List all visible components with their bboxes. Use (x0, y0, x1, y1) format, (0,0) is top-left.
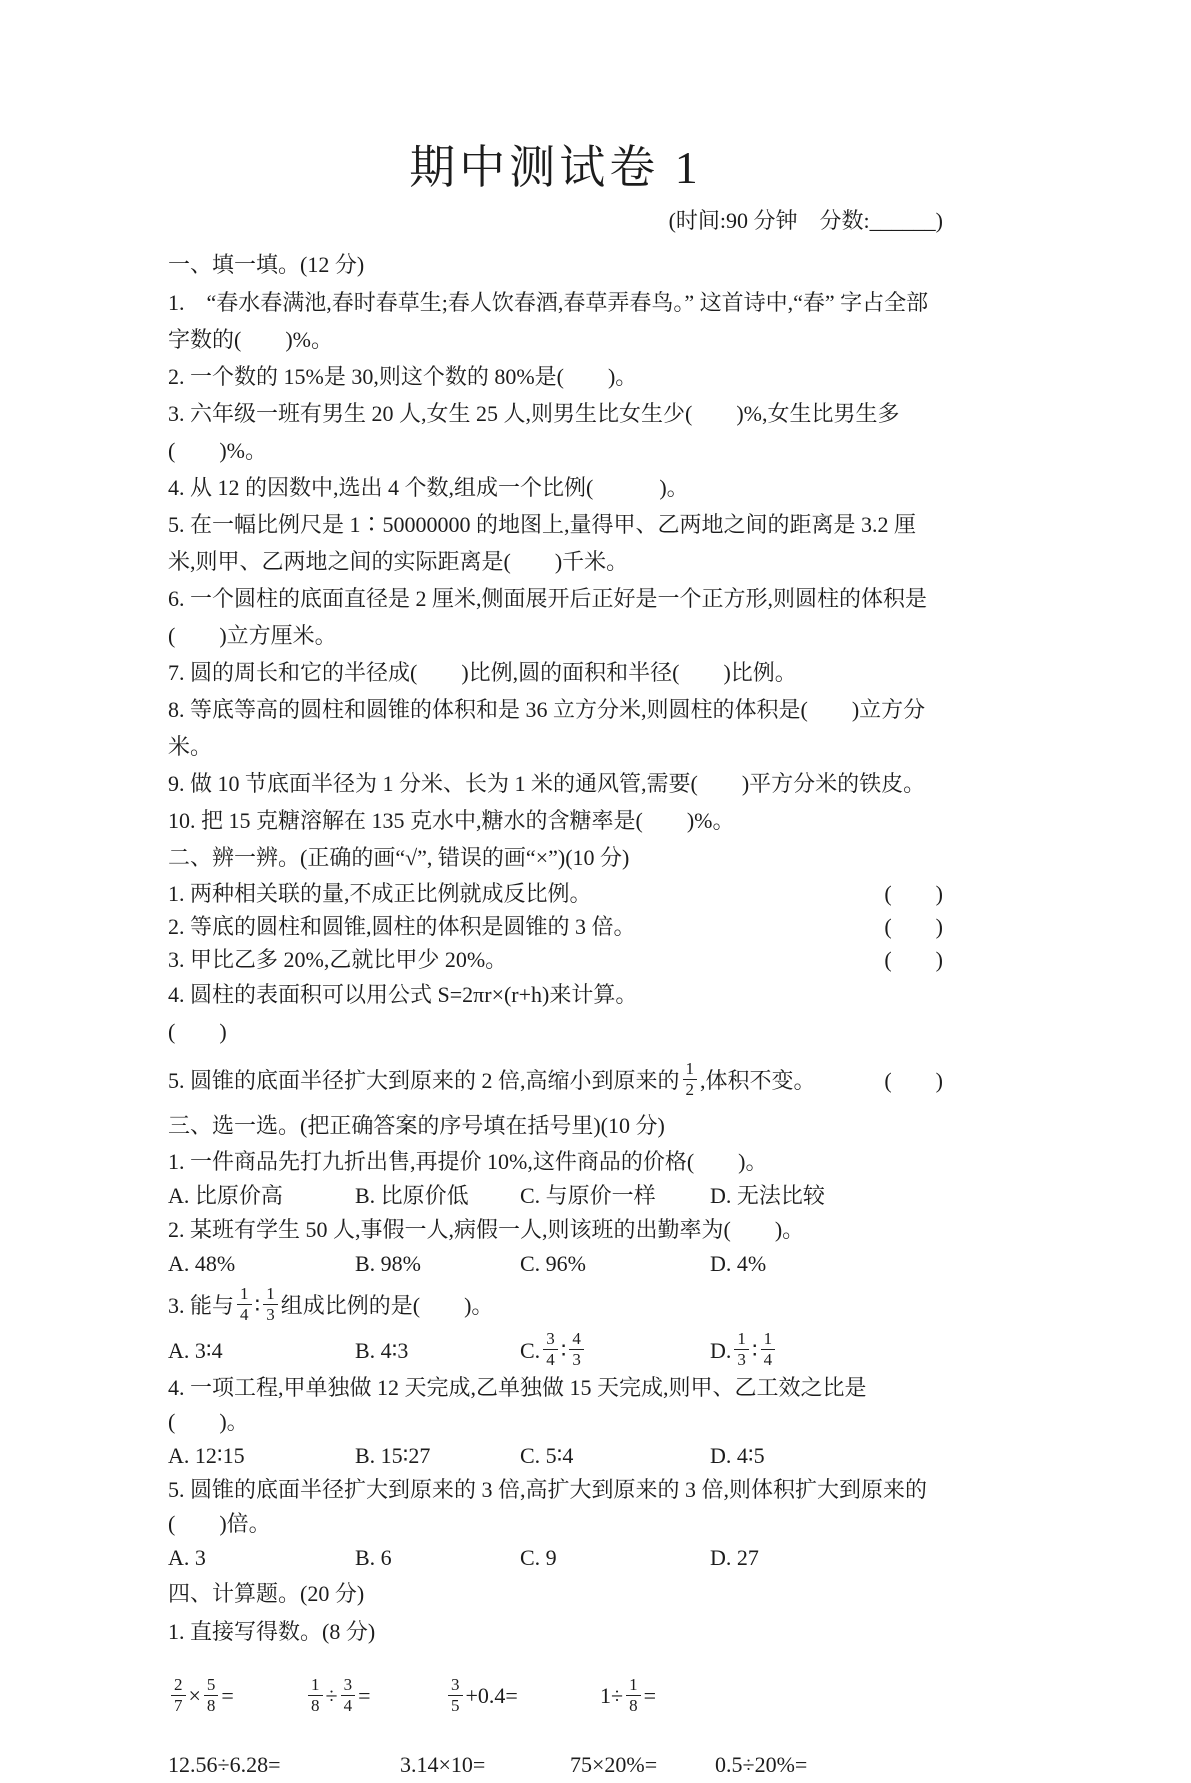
fraction-three-fourths (341, 1675, 356, 1716)
mc-q1-option-b: B. 比原价低 (355, 1183, 469, 1209)
fraction-numerator: 1 (237, 1284, 252, 1305)
calc-expression-5: 12.56÷6.28= (168, 1752, 281, 1778)
ratio-colon: ∶ (751, 1337, 758, 1363)
fraction-numerator: 4 (569, 1329, 584, 1350)
tf-item-1 (168, 877, 943, 910)
mc-q2-option-d: D. 4% (710, 1251, 767, 1277)
fraction-numerator: 1 (761, 1329, 776, 1350)
fraction-numerator: 5 (204, 1675, 219, 1696)
mc-q4-option-b: B. 15∶27 (355, 1443, 431, 1469)
mc-q3-option-b: B. 4∶3 (355, 1337, 409, 1363)
fraction-denominator: 4 (546, 1350, 555, 1370)
calc-row-decimals (168, 1746, 943, 1783)
tf-answer-bracket: ( ) (884, 947, 943, 972)
fraction-denominator: 4 (343, 1695, 353, 1715)
option-label: D. (710, 1337, 732, 1363)
tf-item-5-pre: 5. 圆锥的底面半径扩大到原来的 2 倍,高缩小到原来的 (168, 1068, 680, 1094)
fraction-numerator: 3 (448, 1675, 463, 1696)
exam-content (168, 138, 943, 1783)
operator-divide: ÷ (325, 1683, 338, 1709)
fraction-denominator: 3 (266, 1305, 275, 1325)
fraction-one-half (683, 1059, 698, 1100)
operator-divide: ÷ (611, 1683, 624, 1709)
fraction-denominator: 7 (174, 1695, 183, 1715)
mc-q1-option-c: C. 与原价一样 (520, 1183, 656, 1209)
tf-item-text (168, 1060, 872, 1101)
fill-item-2: 2. 一个数的 15%是 30,则这个数的 80%是( )。 (168, 364, 638, 389)
fraction-one-eighth (626, 1675, 641, 1716)
tf-item-text: 2. 等底的圆柱和圆锥,圆柱的体积是圆锥的 3 倍。 (168, 914, 636, 939)
mc-q5-option-a: A. 3 (168, 1545, 206, 1571)
fraction-denominator: 3 (572, 1350, 581, 1370)
calc-expression-4 (600, 1672, 943, 1720)
mc-q5-option-d: D. 27 (710, 1545, 759, 1571)
operator-multiply: × (188, 1683, 201, 1709)
fill-item-1: 1. “春水春满池,春时春草生;春人饮春酒,春草弄春鸟。” 这首诗中,“春” 字占全部字数的( )%。 (168, 290, 929, 352)
fraction-denominator: 8 (206, 1695, 216, 1715)
mc-q5-option-c: C. 9 (520, 1545, 557, 1571)
equals-sign: = (358, 1683, 371, 1709)
fraction-three-fifths (448, 1675, 463, 1716)
mc-q2-options (168, 1247, 943, 1281)
fraction-one-third (734, 1329, 749, 1370)
section-calculation-heading: 四、计算题。(20 分) (168, 1581, 365, 1607)
fraction-one-eighth (308, 1675, 323, 1716)
decimal-operand: 0.4 (477, 1683, 506, 1709)
fraction-two-sevenths (171, 1675, 186, 1716)
section-fill-in-heading: 一、填一填。(12 分) (168, 252, 365, 277)
fill-item-6: 6. 一个圆柱的底面直径是 2 厘米,侧面展开后正好是一个正方形,则圆柱的体积是( )立方厘米。 (168, 586, 928, 648)
fraction-one-third (263, 1284, 278, 1325)
fill-item-10: 10. 把 15 克糖溶解在 135 克水中,糖水的含糖率是( )%。 (168, 808, 735, 833)
mc-q4-option-d: D. 4∶5 (710, 1443, 765, 1469)
mc-q1-option-d: D. 无法比较 (710, 1183, 825, 1209)
fraction-numerator: 1 (626, 1675, 641, 1696)
tf-item-4-text: 4. 圆柱的表面积可以用公式 S=2πr×(r+h)来计算。 (168, 982, 638, 1007)
mc-q4-option-c: C. 5∶4 (520, 1443, 574, 1469)
tf-item-3 (168, 943, 943, 976)
fraction-numerator: 1 (263, 1284, 278, 1305)
fraction-denominator: 8 (629, 1695, 638, 1715)
ratio-colon: ∶ (254, 1292, 261, 1318)
mc-q5-option-b: B. 6 (355, 1545, 392, 1571)
fraction-numerator: 3 (543, 1329, 558, 1350)
fraction-numerator: 1 (734, 1329, 749, 1350)
section-multiple-choice-heading: 三、选一选。(把正确答案的序号填在括号里)(10 分) (168, 1113, 665, 1139)
calc-expression-6: 3.14×10= (400, 1752, 486, 1778)
fraction-denominator: 5 (451, 1695, 460, 1715)
calc-expression-3 (445, 1672, 600, 1720)
fraction-numerator: 3 (341, 1675, 356, 1696)
fill-item-4: 4. 从 12 的因数中,选出 4 个数,组成一个比例( )。 (168, 475, 689, 500)
fraction-denominator: 3 (737, 1350, 746, 1370)
fraction-one-fourth (237, 1284, 252, 1325)
fraction-four-thirds (569, 1329, 584, 1370)
equals-sign: = (221, 1683, 234, 1709)
fraction-denominator: 4 (763, 1350, 773, 1370)
tf-item-text: 3. 甲比乙多 20%,乙就比甲少 20%。 (168, 947, 508, 972)
tf-item-4-answer-bracket: ( ) (168, 1019, 227, 1044)
fraction-numerator: 1 (308, 1675, 323, 1696)
mc-q2-option-a: A. 48% (168, 1251, 236, 1277)
fill-item-7: 7. 圆的周长和它的半径成( )比例,圆的面积和半径( )比例。 (168, 660, 797, 685)
fill-item-8: 8. 等底等高的圆柱和圆锥的体积和是 36 立方分米,则圆柱的体积是( )立方分米。 (168, 697, 926, 759)
mc-q5-text: 5. 圆锥的底面半径扩大到原来的 3 倍,高扩大到原来的 3 倍,则体积扩大到原来的( )倍。 (168, 1477, 928, 1537)
mc-q1-options (168, 1179, 943, 1213)
calculation-sub-heading: 1. 直接写得数。(8 分) (168, 1619, 376, 1645)
mc-q4-options (168, 1439, 943, 1473)
mc-q5-options (168, 1541, 943, 1575)
fraction-denominator: 4 (240, 1305, 249, 1325)
mc-q3-options (168, 1330, 943, 1371)
mc-q3-option-d (710, 1330, 943, 1371)
ratio-colon: ∶ (560, 1337, 567, 1363)
mc-q1-text: 1. 一件商品先打九折出售,再提价 10%,这件商品的价格( )。 (168, 1149, 768, 1175)
mc-q1-option-a: A. 比原价高 (168, 1183, 283, 1209)
section-true-false-heading: 二、辨一辨。(正确的画“√”, 错误的画“×”)(10 分) (168, 845, 630, 870)
equals-sign: = (505, 1683, 518, 1709)
mc-q4-option-a: A. 12∶15 (168, 1443, 245, 1469)
equals-sign: = (643, 1683, 656, 1709)
fill-item-5: 5. 在一幅比例尺是 1∶50000000 的地图上,量得甲、乙两地之间的距离是 3.2 厘米,则甲、乙两地之间的实际距离是( )千米。 (168, 512, 917, 574)
fraction-denominator: 2 (685, 1080, 695, 1100)
fraction-three-fourths (543, 1329, 558, 1370)
mc-q3-option-c (520, 1330, 710, 1371)
mc-q3-post: 组成比例的是( )。 (280, 1292, 494, 1318)
operator-plus: + (465, 1683, 478, 1709)
tf-item-text: 1. 两种相关联的量,不成正比例就成反比例。 (168, 881, 592, 906)
tf-item-5-post: ,体积不变。 (700, 1068, 816, 1094)
fill-item-9: 9. 做 10 节底面半径为 1 分米、长为 1 米的通风管,需要( )平方分米的铁皮。 (168, 771, 926, 796)
mc-q3-option-a: A. 3∶4 (168, 1337, 223, 1363)
calc-expression-7: 75×20%= (570, 1752, 658, 1778)
exam-meta-time-score: (时间:90 分钟 分数:______) (668, 208, 943, 233)
calc-expression-8: 0.5÷20%= (715, 1752, 808, 1778)
calc-row-fractions (168, 1672, 943, 1720)
mc-q4-text: 4. 一项工程,甲单独做 12 天完成,乙单独做 15 天完成,则甲、乙工效之比是( )。 (168, 1375, 867, 1435)
mc-q2-option-b: B. 98% (355, 1251, 421, 1277)
calc-expression-1 (168, 1672, 305, 1720)
fraction-numerator: 2 (171, 1675, 186, 1696)
calc-expression-2 (305, 1672, 445, 1720)
mc-q3-text (168, 1285, 943, 1326)
fraction-five-eighths (204, 1675, 219, 1716)
option-label: C. (520, 1337, 541, 1363)
fill-item-3: 3. 六年级一班有男生 20 人,女生 25 人,则男生比女生少( )%,女生比男生多( )%。 (168, 401, 900, 463)
fraction-denominator: 8 (311, 1695, 320, 1715)
tf-answer-bracket: ( ) (884, 1068, 943, 1094)
mc-q2-option-c: C. 96% (520, 1251, 586, 1277)
tf-item-5 (168, 1060, 943, 1101)
mc-q2-text: 2. 某班有学生 50 人,事假一人,病假一人,则该班的出勤率为( )。 (168, 1217, 805, 1243)
tf-answer-bracket: ( ) (884, 881, 943, 906)
tf-item-2 (168, 910, 943, 943)
page-title: 期中测试卷 1 (409, 142, 702, 193)
integer-operand: 1 (600, 1683, 611, 1709)
mc-q3-pre: 3. 能与 (168, 1292, 235, 1318)
fraction-numerator: 1 (683, 1059, 698, 1080)
tf-answer-bracket: ( ) (884, 914, 943, 939)
fraction-one-fourth (761, 1329, 776, 1370)
